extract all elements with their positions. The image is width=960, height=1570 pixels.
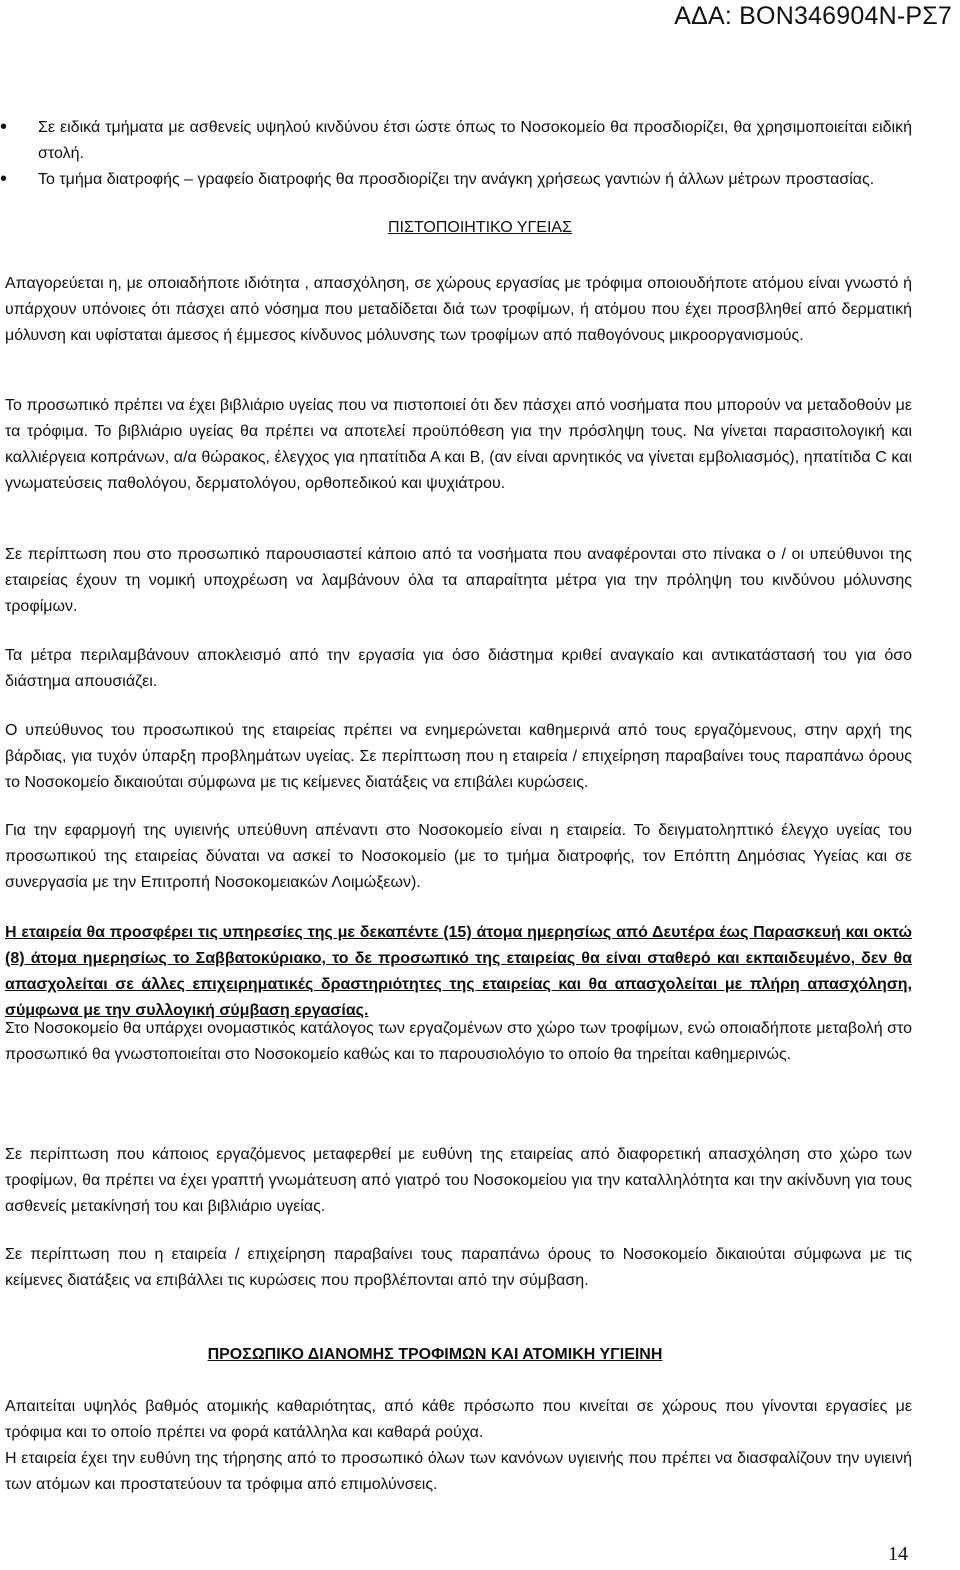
bullet-item: • Σε ειδικά τμήματα με ασθενείς υψηλού κινδύνου έτσι ώστε όπως το Νοσοκομείο θα προσδιορίζει, θα χρησιμοποιείται ειδική στολή. [0,115,960,167]
document-ada-code: ΑΔΑ: ΒΟΝ346904Ν-ΡΣ7 [674,2,952,30]
paragraph-employee-transfer: Σε περίπτωση που κάποιος εργαζόμενος μεταφερθεί με ευθύνη της εταιρείας από διαφορετική απασχόληση στο χώρο των τροφίμων, θα πρέπει να έχει γραπτή γνωμάτευση από γιατρό του Νοσοκομείου για την καταλληλότητα και την ακίνδυνη για τους ασθενείς μετακίνησή του και βιβλιάριο υγείας. [5,1146,912,1215]
paragraph-company-responsibility: Η εταιρεία έχει την ευθύνη της τήρησης από το προσωπικό όλων των κανόνων υγιεινής που πρέπει να διασφαλίζουν την υγιεινή των ατόμων και προστατεύουν τα τρόφιμα από επιμολύνσεις. [5,1450,912,1493]
paragraph-staffing-commitment: Η εταιρεία θα προσφέρει τις υπηρεσίες της με δεκαπέντε (15) άτομα ημερησίως από Δευτέρα έως Παρασκευή και οκτώ (8) άτομα ημερησίως το Σαββατοκύριακο, το δε προσωπικό της εταιρείας θα είναι σταθερό και εκπαιδευμένο, δεν θα απασχολείται σε άλλες επιχειρηματικές δραστηριότητες της εταιρείας και θα απασχολείται με πλήρη απασχόληση, σύμφωνα με την συλλογική σύμβαση εργασίας. [5,924,912,1019]
section-title-distribution-staff: ΠΡΟΣΩΠΙΚΟ ΔΙΑΝΟΜΗΣ ΤΡΟΦΙΜΩΝ ΚΑΙ ΑΤΟΜΙΚΗ ΥΓΙΕΙΝΗ [207,1346,663,1363]
paragraph-measures: Τα μέτρα περιλαμβάνουν αποκλεισμό από την εργασία για όσο διάστημα κριθεί αναγκαίο και αντικατάστασή του για όσο διάστημα απουσιάζει. [5,647,912,690]
paragraph-employee-list: Στο Νοσοκομείο θα υπάρχει ονομαστικός κατάλογος των εργαζομένων στο χώρο των τροφίμων, ενώ οποιαδήποτε μεταβολή στο προσωπικό θα γνωστοποιείται στο Νοσοκομείο καθώς και το παρουσιολόγιο το οποίο θα τηρείται καθημερινώς. [5,1020,912,1063]
bullet-list [0,115,960,193]
paragraph-staff-manager: Ο υπεύθυνος του προσωπικού της εταιρείας πρέπει να ενημερώνεται καθημερινά από τους εργαζόμενους, στην αρχή της βάρδιας, για τυχόν ύπαρξη προβλημάτων υγείας. Σε περίπτωση που η εταιρεία / επιχείρηση παραβαίνει τους παραπάνω όρους το Νοσοκομείο δικαιούται σύμφωνα με τις κείμενες διατάξεις να επιβάλει κυρώσεις. [5,722,912,791]
paragraph-health-booklet: Το προσωπικό πρέπει να έχει βιβλιάριο υγείας που να πιστοποιεί ότι δεν πάσχει από νοσήματα που μπορούν να μεταδοθούν με τα τρόφιμα. Το βιβλιάριο υγείας θα πρέπει να αποτελεί προϋπόθεση για την πρόσληψη τους. Να γίνεται παρασιτολογική και καλλιέργεια κοπράνων, α/α θώρακος, έλεγχος για ηπατίτιδα Α και Β, (αν είναι αρνητικός να γίνεται εμβολιασμός), ηπατίτιδα C και γνωματεύσεις παθολόγου, δερματολόγου, ορθοπεδικού και ψυχιάτρου. [5,397,912,492]
paragraph-illness-case: Σε περίπτωση που στο προσωπικό παρουσιαστεί κάποιο από τα νοσήματα που αναφέρονται στο πίνακα ο / οι υπεύθυνοι της εταιρείας έχουν τη νομική υποχρέωση να λαμβάνουν όλα τα απαραίτητα μέτρα για την πρόληψη του κινδύνου μόλυνσης τροφίμων. [5,546,912,615]
page-number: 14 [888,1543,908,1565]
section-title-health-certificate: ΠΙΣΤΟΠΟΙΗΤΙΚΟ ΥΓΕΙΑΣ [388,219,572,236]
paragraph-prohibition: Απαγορεύεται η, με οποιαδήποτε ιδιότητα , απασχόληση, σε χώρους εργασίας με τρόφιμα οποιουδήποτε ατόμου είναι γνωστό ή υπάρχουν υπόνοιες ότι πάσχει από νόσημα που μεταδίδεται διά των τροφίμων, ή ατόμου που έχει προσβληθεί από δερματική μόλυνση και υφίσταται άμεσος ή έμμεσος κίνδυνος μόλυνσης των τροφίμων από παθογόνους μικροοργανισμούς. [5,275,912,344]
bullet-item: • Το τμήμα διατροφής – γραφείο διατροφής θα προσδιορίζει την ανάγκη χρήσεως γαντιών ή άλλων μέτρων προστασίας. [0,167,960,193]
paragraph-personal-cleanliness: Απαιτείται υψηλός βαθμός ατομικής καθαριότητας, από κάθε πρόσωπο που κινείται σε χώρους που γίνονται εργασίες με τρόφιμα και το οποίο πρέπει να φορά κατάλληλα και καθαρά ρούχα. [5,1398,912,1441]
paragraph-penalties: Σε περίπτωση που η εταιρεία / επιχείρηση παραβαίνει τους παραπάνω όρους το Νοσοκομείο δικαιούται σύμφωνα με τις κείμενες διατάξεις να επιβάλλει τις κυρώσεις που προβλέπονται από την σύμβαση. [5,1246,912,1289]
paragraph-hygiene-responsibility: Για την εφαρμογή της υγιεινής υπεύθυνη απέναντι στο Νοσοκομείο είναι η εταιρεία. Το δειγματοληπτικό έλεγχο υγείας του προσωπικού της εταιρείας δύναται να ασκεί το Νοσοκομείο (με το τμήμα διατροφής, τον Επόπτη Δημόσιας Υγείας και σε συνεργασία με την Επιτροπή Νοσοκομειακών Λοιμώξεων). [5,822,912,891]
